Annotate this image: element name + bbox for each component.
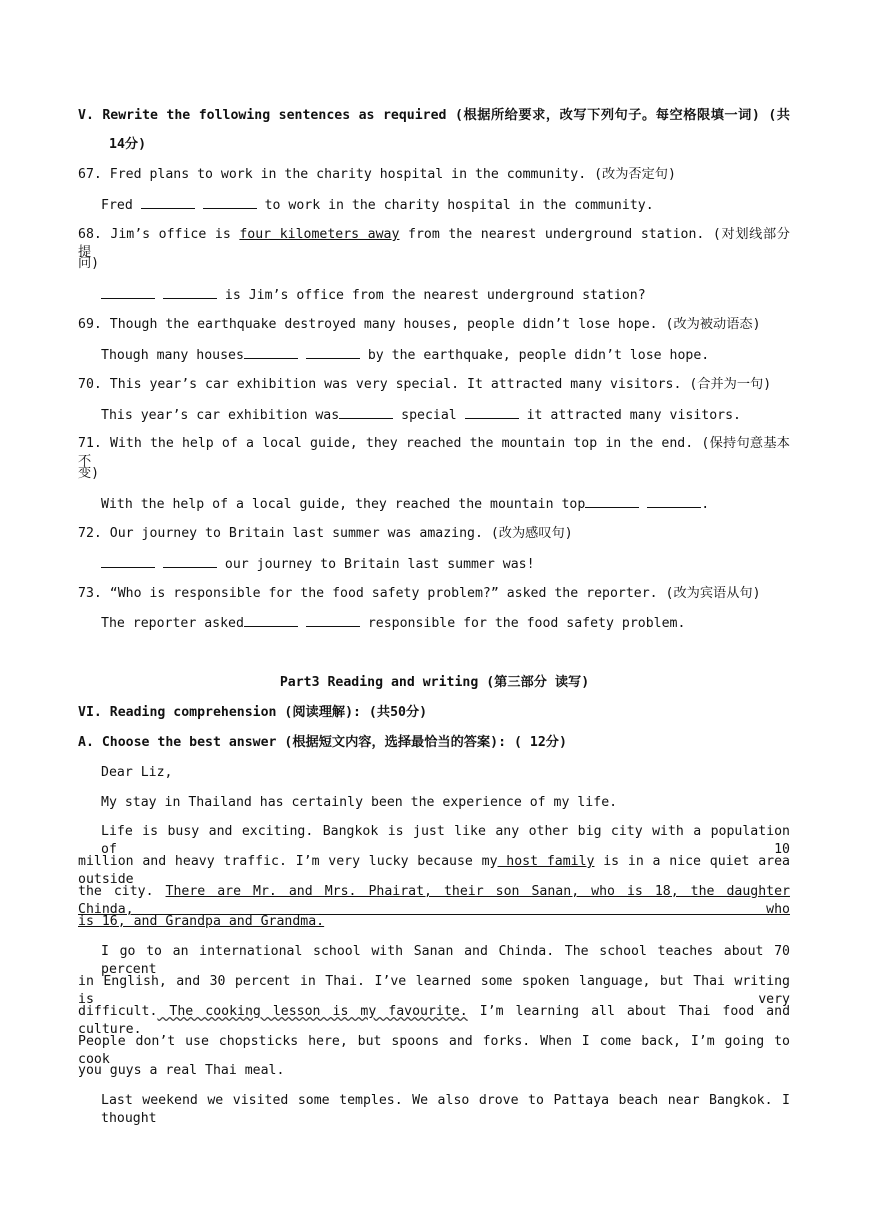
- question-67: 67. Fred plans to work in the charity hospital in the community. (改为否定句): [78, 167, 676, 182]
- underlined-sentence: There are Mr. and Mrs. Phairat, their son Sanan, who is 18, the daughter Chinda, who: [78, 884, 790, 917]
- section-a-title: A. Choose the best answer (根据短文内容，选择最恰当的答案): ( 12分): [78, 735, 567, 750]
- answer-blank[interactable]: [141, 196, 195, 209]
- section-title-continued: 14分): [109, 137, 147, 152]
- answer-blank[interactable]: [647, 495, 701, 508]
- answer-blank[interactable]: [203, 196, 257, 209]
- answer-67: Fred to work in the charity hospital in the community.: [101, 198, 654, 213]
- letter-paragraph-2-line: million and heavy traffic. I’m very lucky because my host family is in a nice quiet area outside: [78, 854, 790, 887]
- letter-paragraph-2-line: the city. There are Mr. and Mrs. Phairat, their son Sanan, who is 18, the daughter Chinda, who: [78, 884, 790, 917]
- question-72: 72. Our journey to Britain last summer was amazing. (改为感叹句): [78, 526, 573, 541]
- letter-paragraph-3-line: People don’t use chopsticks here, but spoons and forks. When I come back, I’m going to cook: [78, 1034, 790, 1067]
- answer-blank[interactable]: [244, 346, 298, 359]
- question-71: 71. With the help of a local guide, they reached the mountain top in the end. (保持句意基本不: [78, 436, 790, 469]
- question-68: 68. Jim’s office is four kilometers away from the nearest underground station. (对划线部分提: [78, 227, 790, 260]
- answer-blank[interactable]: [163, 286, 217, 299]
- wavy-underlined-sentence: The cooking lesson is my favourite.: [157, 1004, 468, 1019]
- letter-paragraph-3-line: difficult. The cooking lesson is my favourite. I’m learning all about Thai food and culture.: [78, 1004, 791, 1037]
- letter-paragraph-1: My stay in Thailand has certainly been the experience of my life.: [101, 795, 618, 810]
- answer-71: With the help of a local guide, they reached the mountain top .: [101, 497, 710, 512]
- answer-blank[interactable]: [101, 555, 155, 568]
- underlined-sentence: is 16, and Grandpa and Grandma.: [78, 914, 325, 929]
- answer-blank[interactable]: [465, 406, 519, 419]
- underlined-phrase: four kilometers away: [239, 227, 400, 242]
- question-68-continued: 问): [78, 256, 100, 271]
- underlined-phrase: host family: [497, 854, 595, 869]
- letter-paragraph-2-line: Life is busy and exciting. Bangkok is just like any other big city with a population of 10: [101, 824, 790, 857]
- answer-blank[interactable]: [163, 555, 217, 568]
- answer-70: This year’s car exhibition was special it attracted many visitors.: [101, 408, 741, 423]
- letter-greeting: Dear Liz,: [101, 765, 173, 780]
- answer-blank[interactable]: [306, 614, 360, 627]
- question-70: 70. This year’s car exhibition was very special. It attracted many visitors. (合并为一句): [78, 377, 772, 392]
- letter-paragraph-4-line: Last weekend we visited some temples. We also drove to Pattaya beach near Bangkok. I thought: [101, 1093, 790, 1126]
- letter-paragraph-3-line: in English, and 30 percent in Thai. I’ve learned some spoken language, but Thai writing is very: [78, 974, 790, 1007]
- answer-blank[interactable]: [339, 406, 393, 419]
- answer-68: is Jim’s office from the nearest underground station?: [101, 286, 813, 305]
- letter-paragraph-2-line: [78, 913, 790, 931]
- letter-paragraph-3-line: you guys a real Thai meal.: [78, 1063, 285, 1078]
- question-69: 69. Though the earthquake destroyed many houses, people didn’t lose hope. (改为被动语态): [78, 317, 761, 332]
- letter-paragraph-3-line: I go to an international school with Sanan and Chinda. The school teaches about 70 percent: [101, 944, 790, 977]
- answer-73: The reporter asked responsible for the food safety problem.: [101, 616, 686, 631]
- section-title: V. Rewrite the following sentences as required (根据所给要求，改写下列句子。每空格限填一词) (共: [78, 108, 790, 123]
- question-73: 73. “Who is responsible for the food safety problem?” asked the reporter. (改为宾语从句): [78, 586, 761, 601]
- answer-72: our journey to Britain last summer was!: [101, 555, 813, 574]
- answer-69: Though many houses by the earthquake, people didn’t lose hope.: [101, 348, 710, 363]
- answer-blank[interactable]: [101, 286, 155, 299]
- answer-blank[interactable]: [585, 495, 639, 508]
- section-6-title: VI. Reading comprehension (阅读理解): (共50分): [78, 705, 428, 720]
- answer-blank[interactable]: [244, 614, 298, 627]
- answer-blank[interactable]: [306, 346, 360, 359]
- part-title: Part3 Reading and writing (第三部分 读写): [279, 675, 590, 690]
- question-71-continued: 变): [78, 466, 100, 481]
